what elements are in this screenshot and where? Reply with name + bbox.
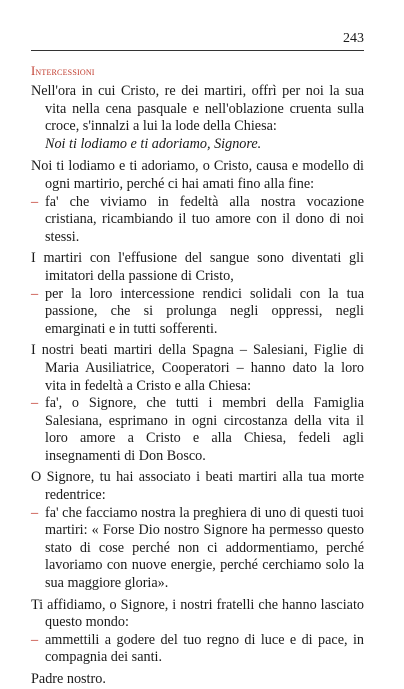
- intercession-1: [31, 158, 364, 193]
- intercession-petition-2: [31, 286, 364, 339]
- intro-text: Nell'ora in cui Cristo, re dei martiri, offrì per noi la sua vita nella cena pasquale e nell'oblazione cruenta sulla croce, s'innalzi a lui la lode della Chiesa:: [31, 83, 364, 135]
- dash-marker: –: [31, 395, 39, 412]
- intercession-petition-3: [31, 395, 364, 465]
- intercession-petition-4: [31, 505, 364, 593]
- intercession-3: [31, 342, 364, 395]
- intro-response: Noi ti lodiamo e ti adoriamo, Signore.: [45, 135, 262, 152]
- petition-text: fa' che viviamo in fedeltà alla nostra vocazione cristiana, ricambiando il tuo amore con il dono di noi stessi.: [45, 193, 364, 245]
- intercession-2: [31, 250, 364, 285]
- intercession-petition-1: [31, 194, 364, 247]
- petition-text: ammettili a godere del tuo regno di luce e di pace, in compagnia dei santi.: [45, 631, 364, 666]
- intercession-statement: I martiri con l'effusione del sangue sono diventati gli imitatori della passione di Cristo,: [31, 250, 364, 284]
- petition-text: per la loro intercessione rendici solidali con la tua passione, che si prolunga negli oppressi, negli emarginati e in tutti sofferenti.: [45, 285, 364, 337]
- dash-marker: –: [31, 285, 39, 302]
- section-title-rest: ntercessioni: [35, 66, 95, 78]
- page-header: [31, 30, 364, 51]
- intercession-statement: I nostri beati martiri della Spagna – Salesiani, Figlie di Maria Ausiliatrice, Cooperatori – hanno dato la loro vita in fedeltà a Cristo e alla Chiesa:: [31, 342, 364, 394]
- dash-marker: –: [31, 193, 39, 210]
- closing-line: Padre nostro.: [31, 671, 106, 687]
- intercession-statement: Ti affidiamo, o Signore, i nostri fratelli che hanno lasciato questo mondo:: [31, 596, 364, 631]
- intercession-petition-5: [31, 632, 364, 667]
- intercession-statement: O Signore, tu hai associato i beati martiri alla tua morte redentrice:: [31, 469, 364, 504]
- petition-text: fa', o Signore, che tutti i membri della Famiglia Salesiana, esprimano in ogni circostanza della vita il loro amore a Cristo e alla Chiesa, fedeli agli insegnamenti di Don Bosco.: [45, 395, 364, 464]
- page-number: 243: [343, 31, 364, 46]
- intro-paragraph: [31, 83, 364, 153]
- dash-marker: –: [31, 504, 39, 521]
- dash-marker: –: [31, 631, 39, 648]
- intercession-statement: Noi ti lodiamo e ti adoriamo, o Cristo, causa e modello di ogni martirio, perché ci hai amati fino alla fine:: [31, 158, 364, 192]
- intercession-4: [31, 469, 364, 504]
- section-title-initial: I: [31, 64, 36, 78]
- section-title: [31, 64, 364, 79]
- intercession-5: [31, 597, 364, 632]
- petition-text: fa' che facciamo nostra la preghiera di uno di questi tuoi martiri: « Forse Dio nostro Signore ha permesso questo stato di cose perché non ci addormentiamo, perché lavoriamo con nuove energie, perché cerchiamo solo la sua maggiore gloria».: [45, 504, 364, 592]
- prayer-page: [31, 30, 364, 689]
